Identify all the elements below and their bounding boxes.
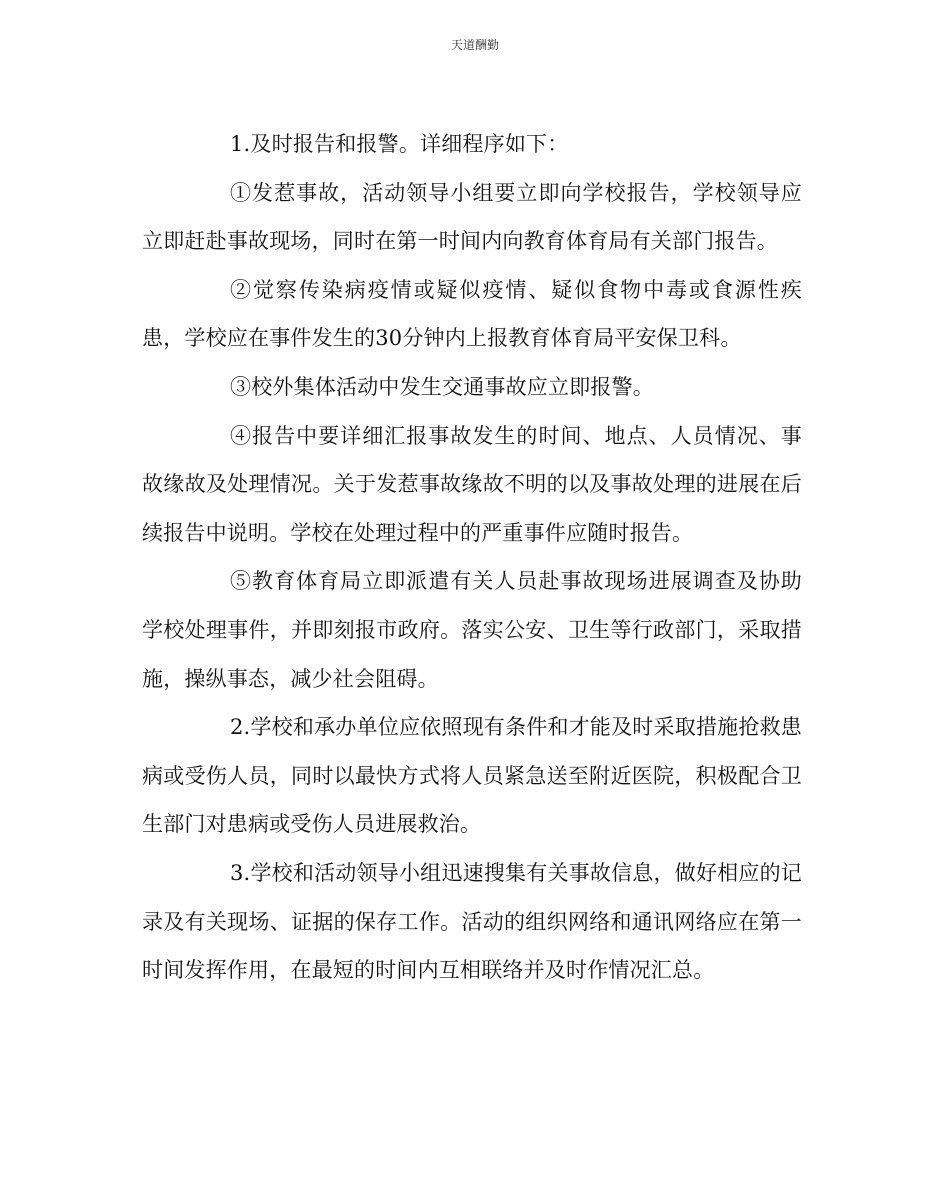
paragraph-4: ③校外集体活动中发生交通事故应立即报警。: [230, 374, 654, 399]
paragraph-8: 3.学校和活动领导小组迅速搜集有关事故信息，做好相应的记录及有关现场、证据的保存工作。活动的组织网络和通讯网络应在第一时间发挥作用，在最短的时间内互相联络并及时作情况汇总。: [142, 860, 802, 983]
paragraph-3: ②觉察传染病疫情或疑似疫情、疑似食物中毒或食源性疾患，学校应在事件发生的30分钟内上报教育体育局平安保卫科。: [142, 277, 802, 351]
paragraph-1: 1.及时报告和报警。详细程序如下：: [230, 132, 569, 156]
paragraph-7: 2.学校和承办单位应依照现有条件和才能及时采取措施抢救患病或受伤人员，同时以最快方式将人员紧急送至附近医院，积极配合卫生部门对患病或受伤人员进展救治。: [142, 715, 802, 837]
paragraph-2: ①发惹事故，活动领导小组要立即向学校报告，学校领导应立即赶赴事故现场，同时在第一时间内向教育体育局有关部门报告。: [142, 180, 802, 254]
page-header: 天道酬勤: [450, 38, 499, 52]
document-body: [142, 120, 802, 995]
paragraph-5: ④报告中要详细汇报事故发生的时间、地点、人员情况、事故缘故及处理情况。关于发惹事故缘故不明的以及事故处理的进展在后续报告中说明。学校在处理过程中的严重事件应随时报告。: [142, 423, 802, 545]
paragraph-6: ⑤教育体育局立即派遣有关人员赴事故现场进展调查及协助学校处理事件，并即刻报市政府。落实公安、卫生等行政部门，采取措施，操纵事态，减少社会阻碍。: [142, 569, 802, 691]
